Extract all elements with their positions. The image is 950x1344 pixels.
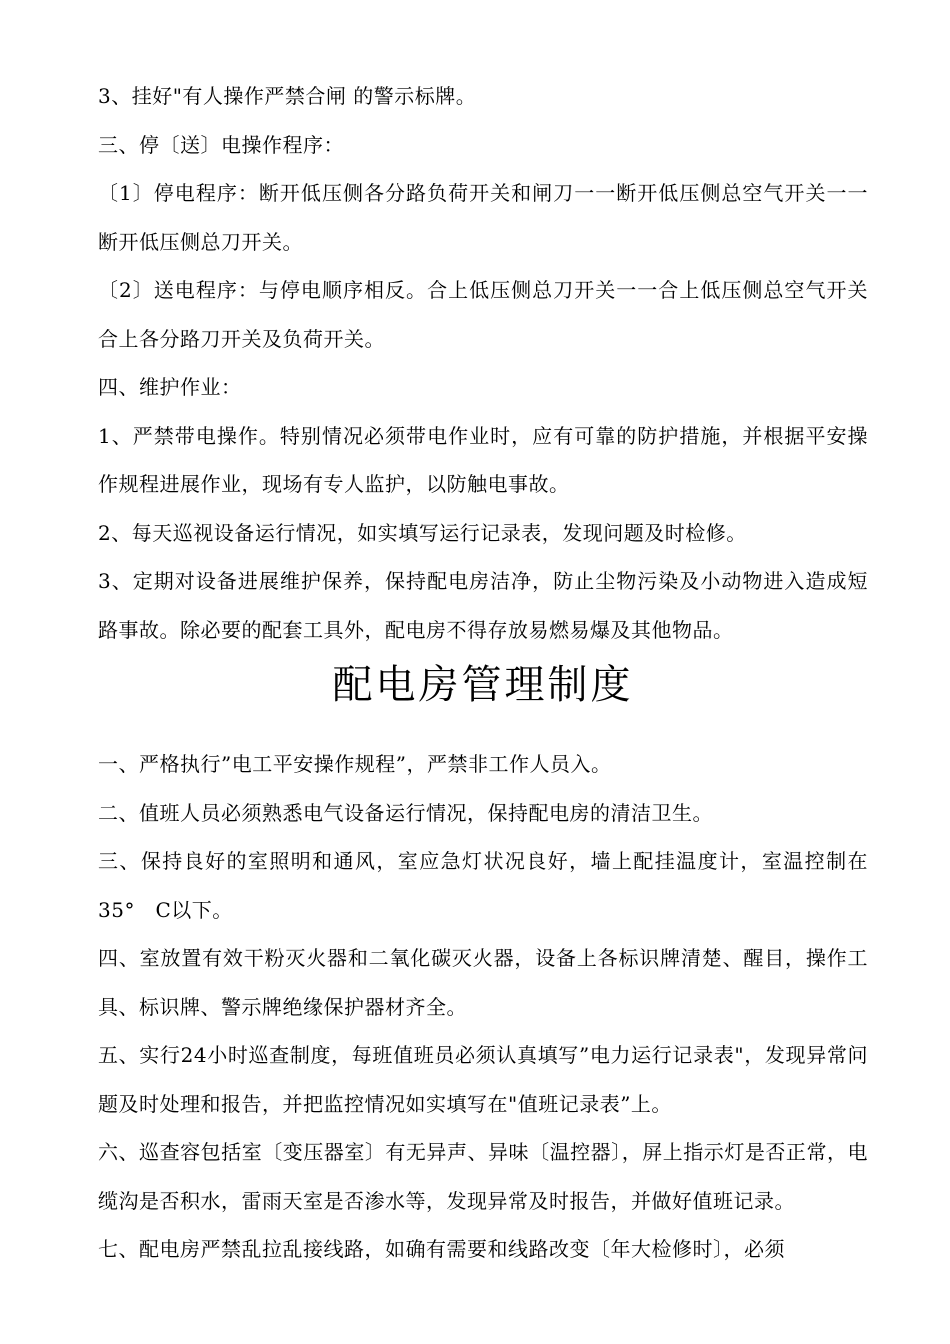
paragraph: 2、每天巡视设备运行情况，如实填写运行记录表，发现问题及时检修。	[98, 520, 747, 545]
paragraph: 〔2〕送电程序：与停电顺序相反。合上低压侧总刀开关一一合上低压侧总空气开关合上各分路刀开关及负荷开关。	[98, 278, 868, 351]
paragraph: 3、定期对设备进展维护保养，保持配电房洁净，防止尘物污染及小动物进入造成短路事故。除必要的配套工具外，配电房不得存放易燃易爆及其他物品。	[98, 569, 868, 642]
paragraph: 七、配电房严禁乱拉乱接线路，如确有需要和线路改变〔年大检修时〕，必须	[98, 1237, 785, 1261]
paragraph: 1、严禁带电操作。特别情况必须带电作业时，应有可靠的防护措施，并根据平安操作规程进展作业，现场有专人监护，以防触电事故。	[98, 423, 868, 496]
paragraph: 五、实行24小时巡查制度，每班值班员必须认真填写”电力运行记录表"，发现异常问题及时处理和报告，并把监控情况如实填写在"值班记录表”上。	[98, 1043, 868, 1116]
paragraph: 二、值班人员必须熟悉电气设备运行情况，保持配电房的清洁卫生。	[98, 800, 713, 825]
paragraph: 四、维护作业：	[98, 375, 242, 399]
paragraph: 三、停〔送〕电操作程序：	[98, 132, 344, 157]
document-title: 配电房管理制度	[332, 662, 634, 708]
paragraph: 六、巡查容包括室〔变压器室〕有无异声、异味〔温控器〕，屏上指示灯是否正常，电缆沟是否积水，雷雨天室是否渗水等，发现异常及时报告，并做好值班记录。	[98, 1140, 868, 1213]
section-management-rules	[98, 740, 868, 1274]
section-operation-procedures	[98, 72, 868, 654]
paragraph: 三、保持良好的室照明和通风，室应急灯状况良好，墙上配挂温度计，室温控制在35° C以下。	[98, 849, 868, 922]
document-page	[98, 72, 868, 1274]
paragraph: 3、挂好"有人操作严禁合闸 的警示标牌。	[98, 84, 477, 108]
paragraph: 〔1〕停电程序：断开低压侧各分路负荷开关和闸刀一一断开低压侧总空气开关一一断开低压侧总刀开关。	[98, 181, 868, 254]
paragraph: 一、严格执行”电工平安操作规程”，严禁非工作人员入。	[98, 752, 612, 776]
paragraph: 四、室放置有效干粉灭火器和二氧化碳灭火器，设备上各标识牌清楚、醒目，操作工具、标识牌、警示牌绝缘保护器材齐全。	[98, 946, 868, 1019]
